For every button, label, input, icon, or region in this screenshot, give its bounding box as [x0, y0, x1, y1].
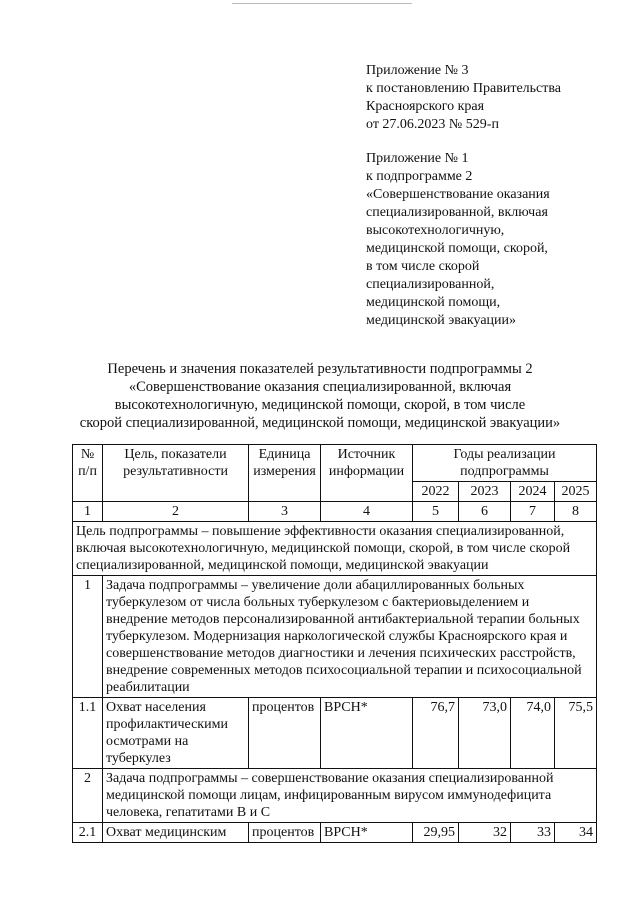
column-number: 6: [459, 502, 511, 522]
appendix-1-line: медицинской помощи,: [366, 295, 501, 310]
indicator-source: ВРСН*: [321, 698, 413, 769]
column-number: 7: [511, 502, 555, 522]
indicator-value: 29,95: [413, 823, 459, 843]
indicator-name: Охват медицинским: [103, 823, 249, 843]
column-number: 3: [249, 502, 321, 522]
indicator-value: 73,0: [459, 698, 511, 769]
goal-text: Цель подпрограммы – повышение эффективности оказания специализированной, включая высокотехнологичную, медицинской помощи, скорой, в том числе скорой специализированной, медицинской помощи, медицинской эвакуации: [73, 522, 597, 576]
indicator-unit: процентов: [249, 698, 321, 769]
header-row: [73, 445, 597, 482]
indicator-source: ВРСН*: [321, 823, 413, 843]
indicator-num: 2.1: [73, 823, 103, 843]
task-text: Задача подпрограммы – совершенствование оказания специализированной медицинской помощи лицам, инфицированным вирусом иммунодефицита человека, гепатитами В и С: [103, 769, 597, 823]
appendix-1-line: «Совершенствование оказания: [366, 187, 550, 202]
appendix-1-line: медицинской эвакуации»: [366, 313, 517, 328]
appendix-3-line: от 27.06.2023 № 529-п: [366, 117, 499, 132]
task-num: 2: [73, 769, 103, 823]
appendix-1-line: высокотехнологичную,: [366, 223, 505, 238]
title-line: скорой специализированной, медицинской помощи, медицинской эвакуации»: [79, 415, 561, 431]
appendix-1-line: в том числе скорой: [366, 259, 480, 274]
indicator-value: 75,5: [555, 698, 597, 769]
appendix-3-line: Красноярского края: [366, 99, 485, 114]
appendix-1-line: специализированной, включая: [366, 205, 548, 220]
header-unit: Единица измерения: [249, 445, 321, 502]
indicator-value: 74,0: [511, 698, 555, 769]
column-number: 2: [103, 502, 249, 522]
indicator-row: [73, 823, 597, 843]
task-row: [73, 576, 597, 698]
appendix-1-line: специализированной,: [366, 277, 495, 292]
title-line: высокотехнологичную, медицинской помощи, скорой, в том числе: [114, 397, 526, 413]
column-number: 5: [413, 502, 459, 522]
task-row: [73, 769, 597, 823]
indicator-unit: процентов: [249, 823, 321, 843]
indicator-num: 1.1: [73, 698, 103, 769]
indicator-value: 33: [511, 823, 555, 843]
indicator-value: 34: [555, 823, 597, 843]
appendix-3-line: к постановлению Правительства: [366, 81, 562, 96]
indicators-table: [72, 444, 597, 843]
header-goal: Цель, показатели результативности: [103, 445, 249, 502]
appendix-1-block: [366, 150, 550, 330]
column-number: 8: [555, 502, 597, 522]
header-source: Источник информации: [321, 445, 413, 502]
indicator-row: [73, 698, 597, 769]
header-num: № п/п: [73, 445, 103, 502]
title-line: «Совершенствование оказания специализированной, включая: [128, 379, 512, 395]
appendix-1-line: Приложение № 1: [366, 151, 469, 166]
column-number: 1: [73, 502, 103, 522]
appendix-1-line: к подпрограмме 2: [366, 169, 473, 184]
header-year: 2024: [511, 482, 555, 502]
header-year: 2022: [413, 482, 459, 502]
appendix-3-block: [366, 62, 561, 134]
scan-edge-mark: [232, 0, 412, 4]
header-year: 2023: [459, 482, 511, 502]
indicator-value: 76,7: [413, 698, 459, 769]
column-number-row: [73, 502, 597, 522]
task-num: 1: [73, 576, 103, 698]
indicator-value: 32: [459, 823, 511, 843]
indicator-name: Охват населения профилактическими осмотрами на туберкулез: [103, 698, 249, 769]
header-years-group: Годы реализации подпрограммы: [413, 445, 597, 482]
task-text: Задача подпрограммы – увеличение доли абациллированных больных туберкулезом от числа больных туберкулезом с бактериовыделением и внедрение методов персонализированной антибактериальной терапии больных туберкулезом. Модернизация наркологической службы Красноярского края и совершенствование методов диагностики и лечения психических расстройств, внедрение современных методов психосоциальной терапии и психосоциальной реабилитации: [103, 576, 597, 698]
goal-row: [73, 522, 597, 576]
appendix-3-line: Приложение № 3: [366, 63, 469, 78]
appendix-1-line: медицинской помощи, скорой,: [366, 241, 548, 256]
column-number: 4: [321, 502, 413, 522]
header-year: 2025: [555, 482, 597, 502]
title-line: Перечень и значения показателей результативности подпрограммы 2: [107, 361, 533, 377]
document-title: [0, 360, 640, 432]
